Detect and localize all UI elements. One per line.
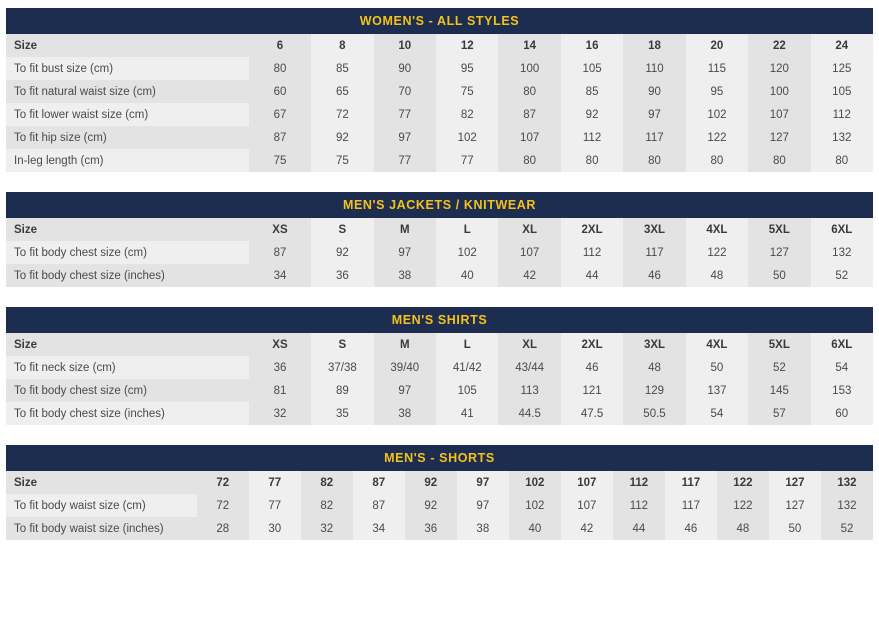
table-cell: 127 bbox=[769, 494, 821, 517]
table-cell: 36 bbox=[249, 356, 311, 379]
table-header-cell: 3XL bbox=[623, 218, 685, 241]
table-cell: 89 bbox=[311, 379, 373, 402]
table-cell: 87 bbox=[353, 494, 405, 517]
table-header-cell: 92 bbox=[405, 471, 457, 494]
table-cell: 107 bbox=[498, 126, 560, 149]
table-row-label: In-leg length (cm) bbox=[6, 149, 249, 172]
table-cell: 102 bbox=[509, 494, 561, 517]
table-row bbox=[6, 241, 873, 264]
table-cell: 115 bbox=[686, 57, 748, 80]
table-cell: 35 bbox=[311, 402, 373, 425]
table-cell: 80 bbox=[686, 149, 748, 172]
table-header-row bbox=[6, 218, 873, 241]
table-cell: 110 bbox=[623, 57, 685, 80]
size-table bbox=[6, 471, 873, 540]
table-cell: 100 bbox=[748, 80, 810, 103]
table-cell: 48 bbox=[686, 264, 748, 287]
table-header-cell: 16 bbox=[561, 34, 623, 57]
table-cell: 37/38 bbox=[311, 356, 373, 379]
table-cell: 132 bbox=[811, 126, 873, 149]
table-cell: 85 bbox=[311, 57, 373, 80]
table-row-label: To fit body chest size (cm) bbox=[6, 379, 249, 402]
table-row-label: To fit body chest size (inches) bbox=[6, 264, 249, 287]
table-cell: 50 bbox=[686, 356, 748, 379]
table-cell: 34 bbox=[249, 264, 311, 287]
table-header-cell: 97 bbox=[457, 471, 509, 494]
table-cell: 77 bbox=[249, 494, 301, 517]
table-cell: 105 bbox=[436, 379, 498, 402]
table-header-cell: 2XL bbox=[561, 218, 623, 241]
table-cell: 80 bbox=[249, 57, 311, 80]
table-row bbox=[6, 517, 873, 540]
table-cell: 85 bbox=[561, 80, 623, 103]
table-header-cell: 2XL bbox=[561, 333, 623, 356]
table-header-cell: XS bbox=[249, 218, 311, 241]
size-table-block bbox=[6, 192, 873, 287]
table-cell: 44 bbox=[561, 264, 623, 287]
table-header-cell: L bbox=[436, 218, 498, 241]
table-header-cell: 127 bbox=[769, 471, 821, 494]
table-cell: 38 bbox=[457, 517, 509, 540]
table-cell: 42 bbox=[561, 517, 613, 540]
table-header-cell: 6XL bbox=[811, 333, 873, 356]
table-row-label: To fit body chest size (inches) bbox=[6, 402, 249, 425]
table-row bbox=[6, 57, 873, 80]
table-cell: 97 bbox=[623, 103, 685, 126]
table-row bbox=[6, 80, 873, 103]
table-cell: 46 bbox=[665, 517, 717, 540]
size-table-block bbox=[6, 8, 873, 172]
table-cell: 60 bbox=[249, 80, 311, 103]
table-cell: 46 bbox=[623, 264, 685, 287]
table-header-cell: M bbox=[374, 333, 436, 356]
table-cell: 153 bbox=[811, 379, 873, 402]
table-cell: 105 bbox=[561, 57, 623, 80]
size-tables-container bbox=[6, 8, 873, 540]
table-cell: 90 bbox=[623, 80, 685, 103]
table-cell: 117 bbox=[623, 241, 685, 264]
table-row-label: To fit hip size (cm) bbox=[6, 126, 249, 149]
table-cell: 145 bbox=[748, 379, 810, 402]
table-header-cell: 117 bbox=[665, 471, 717, 494]
table-header-label: Size bbox=[6, 471, 197, 494]
table-cell: 80 bbox=[561, 149, 623, 172]
table-cell: 127 bbox=[748, 241, 810, 264]
table-header-cell: 20 bbox=[686, 34, 748, 57]
table-cell: 92 bbox=[405, 494, 457, 517]
table-header-cell: 18 bbox=[623, 34, 685, 57]
table-cell: 137 bbox=[686, 379, 748, 402]
table-cell: 72 bbox=[311, 103, 373, 126]
table-cell: 48 bbox=[623, 356, 685, 379]
table-cell: 92 bbox=[311, 241, 373, 264]
table-cell: 117 bbox=[623, 126, 685, 149]
table-cell: 65 bbox=[311, 80, 373, 103]
table-cell: 47.5 bbox=[561, 402, 623, 425]
table-cell: 54 bbox=[686, 402, 748, 425]
table-cell: 80 bbox=[498, 80, 560, 103]
table-cell: 120 bbox=[748, 57, 810, 80]
table-cell: 90 bbox=[374, 57, 436, 80]
table-header-cell: 22 bbox=[748, 34, 810, 57]
table-cell: 77 bbox=[374, 149, 436, 172]
table-cell: 32 bbox=[249, 402, 311, 425]
table-cell: 87 bbox=[249, 241, 311, 264]
table-header-cell: L bbox=[436, 333, 498, 356]
table-cell: 132 bbox=[811, 241, 873, 264]
table-header-cell: 72 bbox=[197, 471, 249, 494]
table-cell: 34 bbox=[353, 517, 405, 540]
table-cell: 32 bbox=[301, 517, 353, 540]
table-header-cell: S bbox=[311, 218, 373, 241]
table-header-cell: 77 bbox=[249, 471, 301, 494]
table-cell: 41/42 bbox=[436, 356, 498, 379]
table-header-cell: S bbox=[311, 333, 373, 356]
table-cell: 77 bbox=[436, 149, 498, 172]
table-header-cell: 112 bbox=[613, 471, 665, 494]
table-cell: 87 bbox=[249, 126, 311, 149]
table-cell: 50 bbox=[769, 517, 821, 540]
table-cell: 107 bbox=[561, 494, 613, 517]
table-cell: 127 bbox=[748, 126, 810, 149]
table-row bbox=[6, 402, 873, 425]
table-header-cell: 14 bbox=[498, 34, 560, 57]
size-table-title: MEN'S JACKETS / KNITWEAR bbox=[6, 192, 873, 218]
table-cell: 102 bbox=[436, 126, 498, 149]
table-cell: 39/40 bbox=[374, 356, 436, 379]
table-cell: 129 bbox=[623, 379, 685, 402]
table-cell: 30 bbox=[249, 517, 301, 540]
table-cell: 80 bbox=[498, 149, 560, 172]
table-cell: 80 bbox=[811, 149, 873, 172]
table-cell: 122 bbox=[717, 494, 769, 517]
table-cell: 75 bbox=[249, 149, 311, 172]
table-header-cell: 10 bbox=[374, 34, 436, 57]
table-header-cell: XL bbox=[498, 333, 560, 356]
table-header-cell: 5XL bbox=[748, 218, 810, 241]
table-cell: 38 bbox=[374, 402, 436, 425]
table-header-cell: 87 bbox=[353, 471, 405, 494]
table-cell: 42 bbox=[498, 264, 560, 287]
table-cell: 102 bbox=[686, 103, 748, 126]
size-table-block bbox=[6, 307, 873, 425]
table-cell: 97 bbox=[374, 379, 436, 402]
table-cell: 77 bbox=[374, 103, 436, 126]
table-cell: 80 bbox=[748, 149, 810, 172]
table-cell: 40 bbox=[509, 517, 561, 540]
table-cell: 132 bbox=[821, 494, 873, 517]
table-cell: 46 bbox=[561, 356, 623, 379]
table-row bbox=[6, 356, 873, 379]
table-header-cell: 24 bbox=[811, 34, 873, 57]
table-cell: 121 bbox=[561, 379, 623, 402]
table-cell: 122 bbox=[686, 241, 748, 264]
table-cell: 112 bbox=[811, 103, 873, 126]
table-header-cell: 82 bbox=[301, 471, 353, 494]
table-cell: 50.5 bbox=[623, 402, 685, 425]
table-cell: 70 bbox=[374, 80, 436, 103]
table-cell: 95 bbox=[686, 80, 748, 103]
table-cell: 92 bbox=[311, 126, 373, 149]
size-table-title: WOMEN'S - ALL STYLES bbox=[6, 8, 873, 34]
table-cell: 67 bbox=[249, 103, 311, 126]
table-cell: 125 bbox=[811, 57, 873, 80]
table-header-cell: 3XL bbox=[623, 333, 685, 356]
table-header-cell: 8 bbox=[311, 34, 373, 57]
table-cell: 54 bbox=[811, 356, 873, 379]
size-table-title: MEN'S SHIRTS bbox=[6, 307, 873, 333]
table-cell: 92 bbox=[561, 103, 623, 126]
table-cell: 112 bbox=[561, 126, 623, 149]
table-header-cell: 102 bbox=[509, 471, 561, 494]
table-cell: 100 bbox=[498, 57, 560, 80]
table-row-label: To fit body waist size (inches) bbox=[6, 517, 197, 540]
table-row bbox=[6, 149, 873, 172]
table-header-cell: 12 bbox=[436, 34, 498, 57]
table-header-row bbox=[6, 333, 873, 356]
table-cell: 38 bbox=[374, 264, 436, 287]
table-cell: 52 bbox=[748, 356, 810, 379]
table-row-label: To fit lower waist size (cm) bbox=[6, 103, 249, 126]
table-cell: 48 bbox=[717, 517, 769, 540]
table-row bbox=[6, 264, 873, 287]
table-cell: 28 bbox=[197, 517, 249, 540]
table-cell: 40 bbox=[436, 264, 498, 287]
table-cell: 107 bbox=[748, 103, 810, 126]
table-cell: 117 bbox=[665, 494, 717, 517]
table-cell: 57 bbox=[748, 402, 810, 425]
table-cell: 82 bbox=[436, 103, 498, 126]
table-cell: 97 bbox=[374, 241, 436, 264]
table-cell: 50 bbox=[748, 264, 810, 287]
table-cell: 44 bbox=[613, 517, 665, 540]
table-cell: 75 bbox=[436, 80, 498, 103]
table-header-cell: 132 bbox=[821, 471, 873, 494]
table-cell: 72 bbox=[197, 494, 249, 517]
table-header-label: Size bbox=[6, 333, 249, 356]
table-cell: 95 bbox=[436, 57, 498, 80]
table-cell: 112 bbox=[561, 241, 623, 264]
table-header-cell: 5XL bbox=[748, 333, 810, 356]
table-cell: 52 bbox=[811, 264, 873, 287]
table-header-row bbox=[6, 471, 873, 494]
table-cell: 102 bbox=[436, 241, 498, 264]
table-row-label: To fit natural waist size (cm) bbox=[6, 80, 249, 103]
table-row-label: To fit body waist size (cm) bbox=[6, 494, 197, 517]
table-cell: 36 bbox=[405, 517, 457, 540]
table-cell: 81 bbox=[249, 379, 311, 402]
table-header-cell: XL bbox=[498, 218, 560, 241]
table-row bbox=[6, 379, 873, 402]
table-row-label: To fit body chest size (cm) bbox=[6, 241, 249, 264]
table-cell: 36 bbox=[311, 264, 373, 287]
table-cell: 112 bbox=[613, 494, 665, 517]
table-cell: 97 bbox=[374, 126, 436, 149]
table-header-cell: 107 bbox=[561, 471, 613, 494]
table-cell: 80 bbox=[623, 149, 685, 172]
table-cell: 87 bbox=[498, 103, 560, 126]
size-table bbox=[6, 218, 873, 287]
table-header-label: Size bbox=[6, 34, 249, 57]
table-cell: 41 bbox=[436, 402, 498, 425]
table-cell: 107 bbox=[498, 241, 560, 264]
table-row-label: To fit neck size (cm) bbox=[6, 356, 249, 379]
table-header-cell: 6 bbox=[249, 34, 311, 57]
table-cell: 44.5 bbox=[498, 402, 560, 425]
table-row bbox=[6, 103, 873, 126]
table-row bbox=[6, 126, 873, 149]
table-header-cell: 6XL bbox=[811, 218, 873, 241]
table-header-cell: 4XL bbox=[686, 218, 748, 241]
table-header-row bbox=[6, 34, 873, 57]
table-cell: 82 bbox=[301, 494, 353, 517]
table-header-cell: M bbox=[374, 218, 436, 241]
table-row-label: To fit bust size (cm) bbox=[6, 57, 249, 80]
table-header-cell: 4XL bbox=[686, 333, 748, 356]
table-cell: 113 bbox=[498, 379, 560, 402]
table-cell: 60 bbox=[811, 402, 873, 425]
table-header-cell: 122 bbox=[717, 471, 769, 494]
table-row bbox=[6, 494, 873, 517]
size-table-title: MEN'S - SHORTS bbox=[6, 445, 873, 471]
table-cell: 122 bbox=[686, 126, 748, 149]
size-table-block bbox=[6, 445, 873, 540]
table-cell: 43/44 bbox=[498, 356, 560, 379]
table-header-label: Size bbox=[6, 218, 249, 241]
table-cell: 52 bbox=[821, 517, 873, 540]
size-table bbox=[6, 333, 873, 425]
size-table bbox=[6, 34, 873, 172]
table-cell: 105 bbox=[811, 80, 873, 103]
table-cell: 97 bbox=[457, 494, 509, 517]
table-cell: 75 bbox=[311, 149, 373, 172]
table-header-cell: XS bbox=[249, 333, 311, 356]
